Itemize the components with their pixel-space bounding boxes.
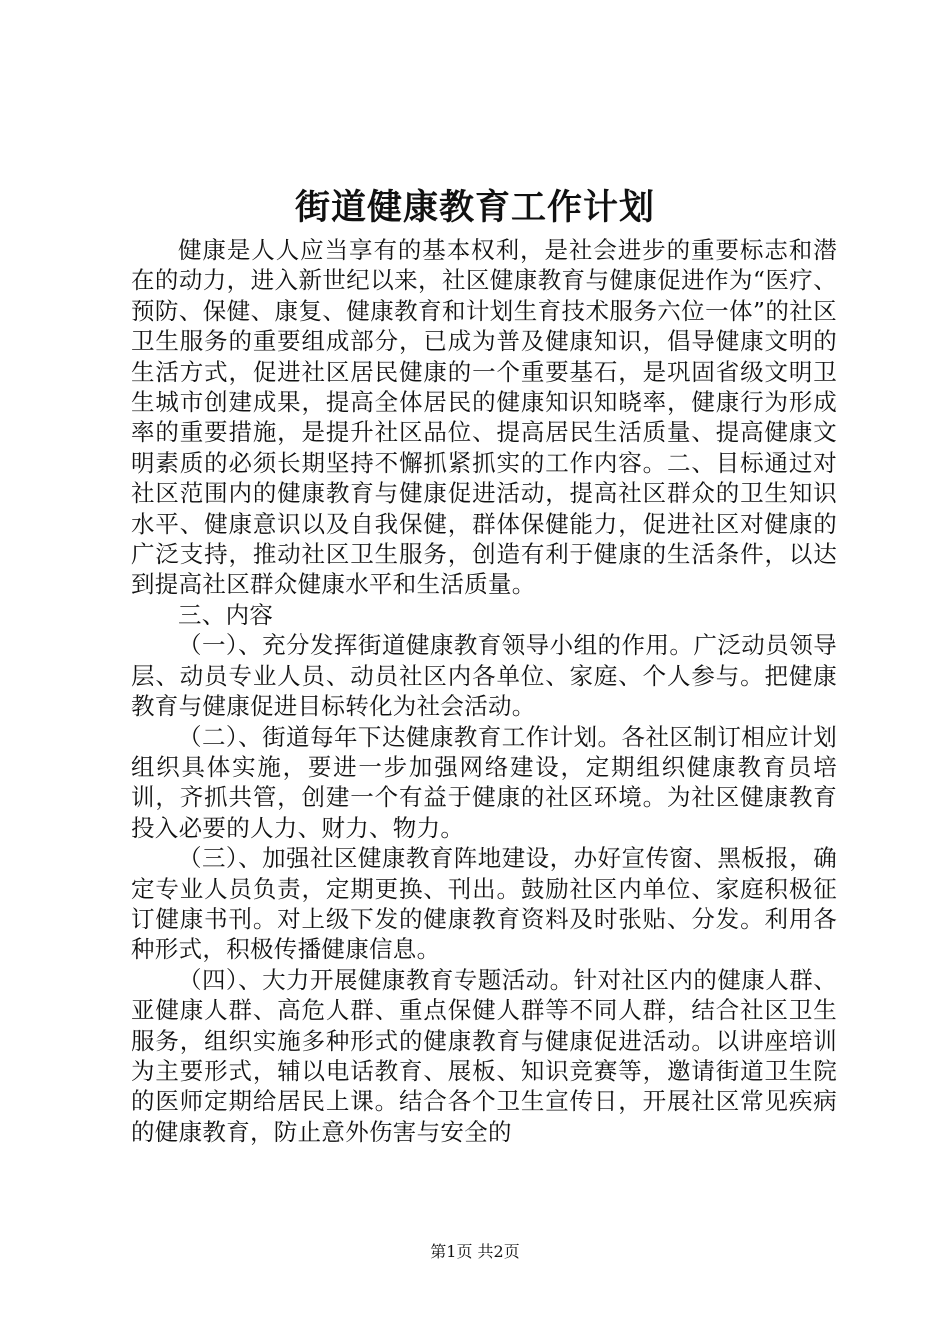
paragraph-item-1: （一）、充分发挥街道健康教育领导小组的作用。广泛动员领导层、动员专业人员、动员社区内各单位、家庭、个人参与。把健康教育与健康促进目标转化为社会活动。 <box>131 631 837 721</box>
paragraph-section-heading: 三、内容 <box>178 600 274 629</box>
document-title: 街道健康教育工作计划 <box>294 187 655 228</box>
paragraph-item-3: （三）、加强社区健康教育阵地建设，办好宣传窗、黑板报，确定专业人员负责，定期更换、刊出。鼓励社区内单位、家庭积极征订健康书刊。对上级下发的健康教育资料及时张贴、分发。利用各种形式，积极传播健康信息。 <box>131 844 837 964</box>
paragraph-item-4: （四）、大力开展健康教育专题活动。针对社区内的健康人群、亚健康人群、高危人群、重点保健人群等不同人群，结合社区卫生服务，组织实施多种形式的健康教育与健康促进活动。以讲座培训为主要形式，辅以电话教育、展板、知识竞赛等，邀请街道卫生院的医师定期给居民上课。结合各个卫生宣传日，开展社区常见疾病的健康教育，防止意外伤害与安全的 <box>131 965 837 1146</box>
paragraph-item-2: （二）、街道每年下达健康教育工作计划。各社区制订相应计划组织具体实施，要进一步加强网络建设，定期组织健康教育员培训，齐抓共管，创建一个有益于健康的社区环境。为社区健康教育投入必要的人力、财力、物力。 <box>131 722 837 842</box>
page-footer: 第1页 共2页 <box>430 1242 520 1261</box>
document-body <box>131 235 837 1147</box>
paragraph-intro: 健康是人人应当享有的基本权利，是社会进步的重要标志和潜在的动力，进入新世纪以来，社区健康教育与健康促进作为“医疗、预防、保健、康复、健康教育和计划生育技术服务六位一体”的社区卫生服务的重要组成部分，已成为普及健康知识，倡导健康文明的生活方式，促进社区居民健康的一个重要基石，是巩固省级文明卫生城市创建成果，提高全体居民的健康知识知晓率，健康行为形成率的重要措施，是提升社区品位、提高居民生活质量、提高健康文明素质的必须长期坚持不懈抓紧抓实的工作内容。二、目标通过对社区范围内的健康教育与健康促进活动，提高社区群众的卫生知识水平、健康意识以及自我保健，群体保健能力，促进社区对健康的广泛支持，推动社区卫生服务，创造有利于健康的生活条件，以达到提高社区群众健康水平和生活质量。 <box>131 236 837 599</box>
